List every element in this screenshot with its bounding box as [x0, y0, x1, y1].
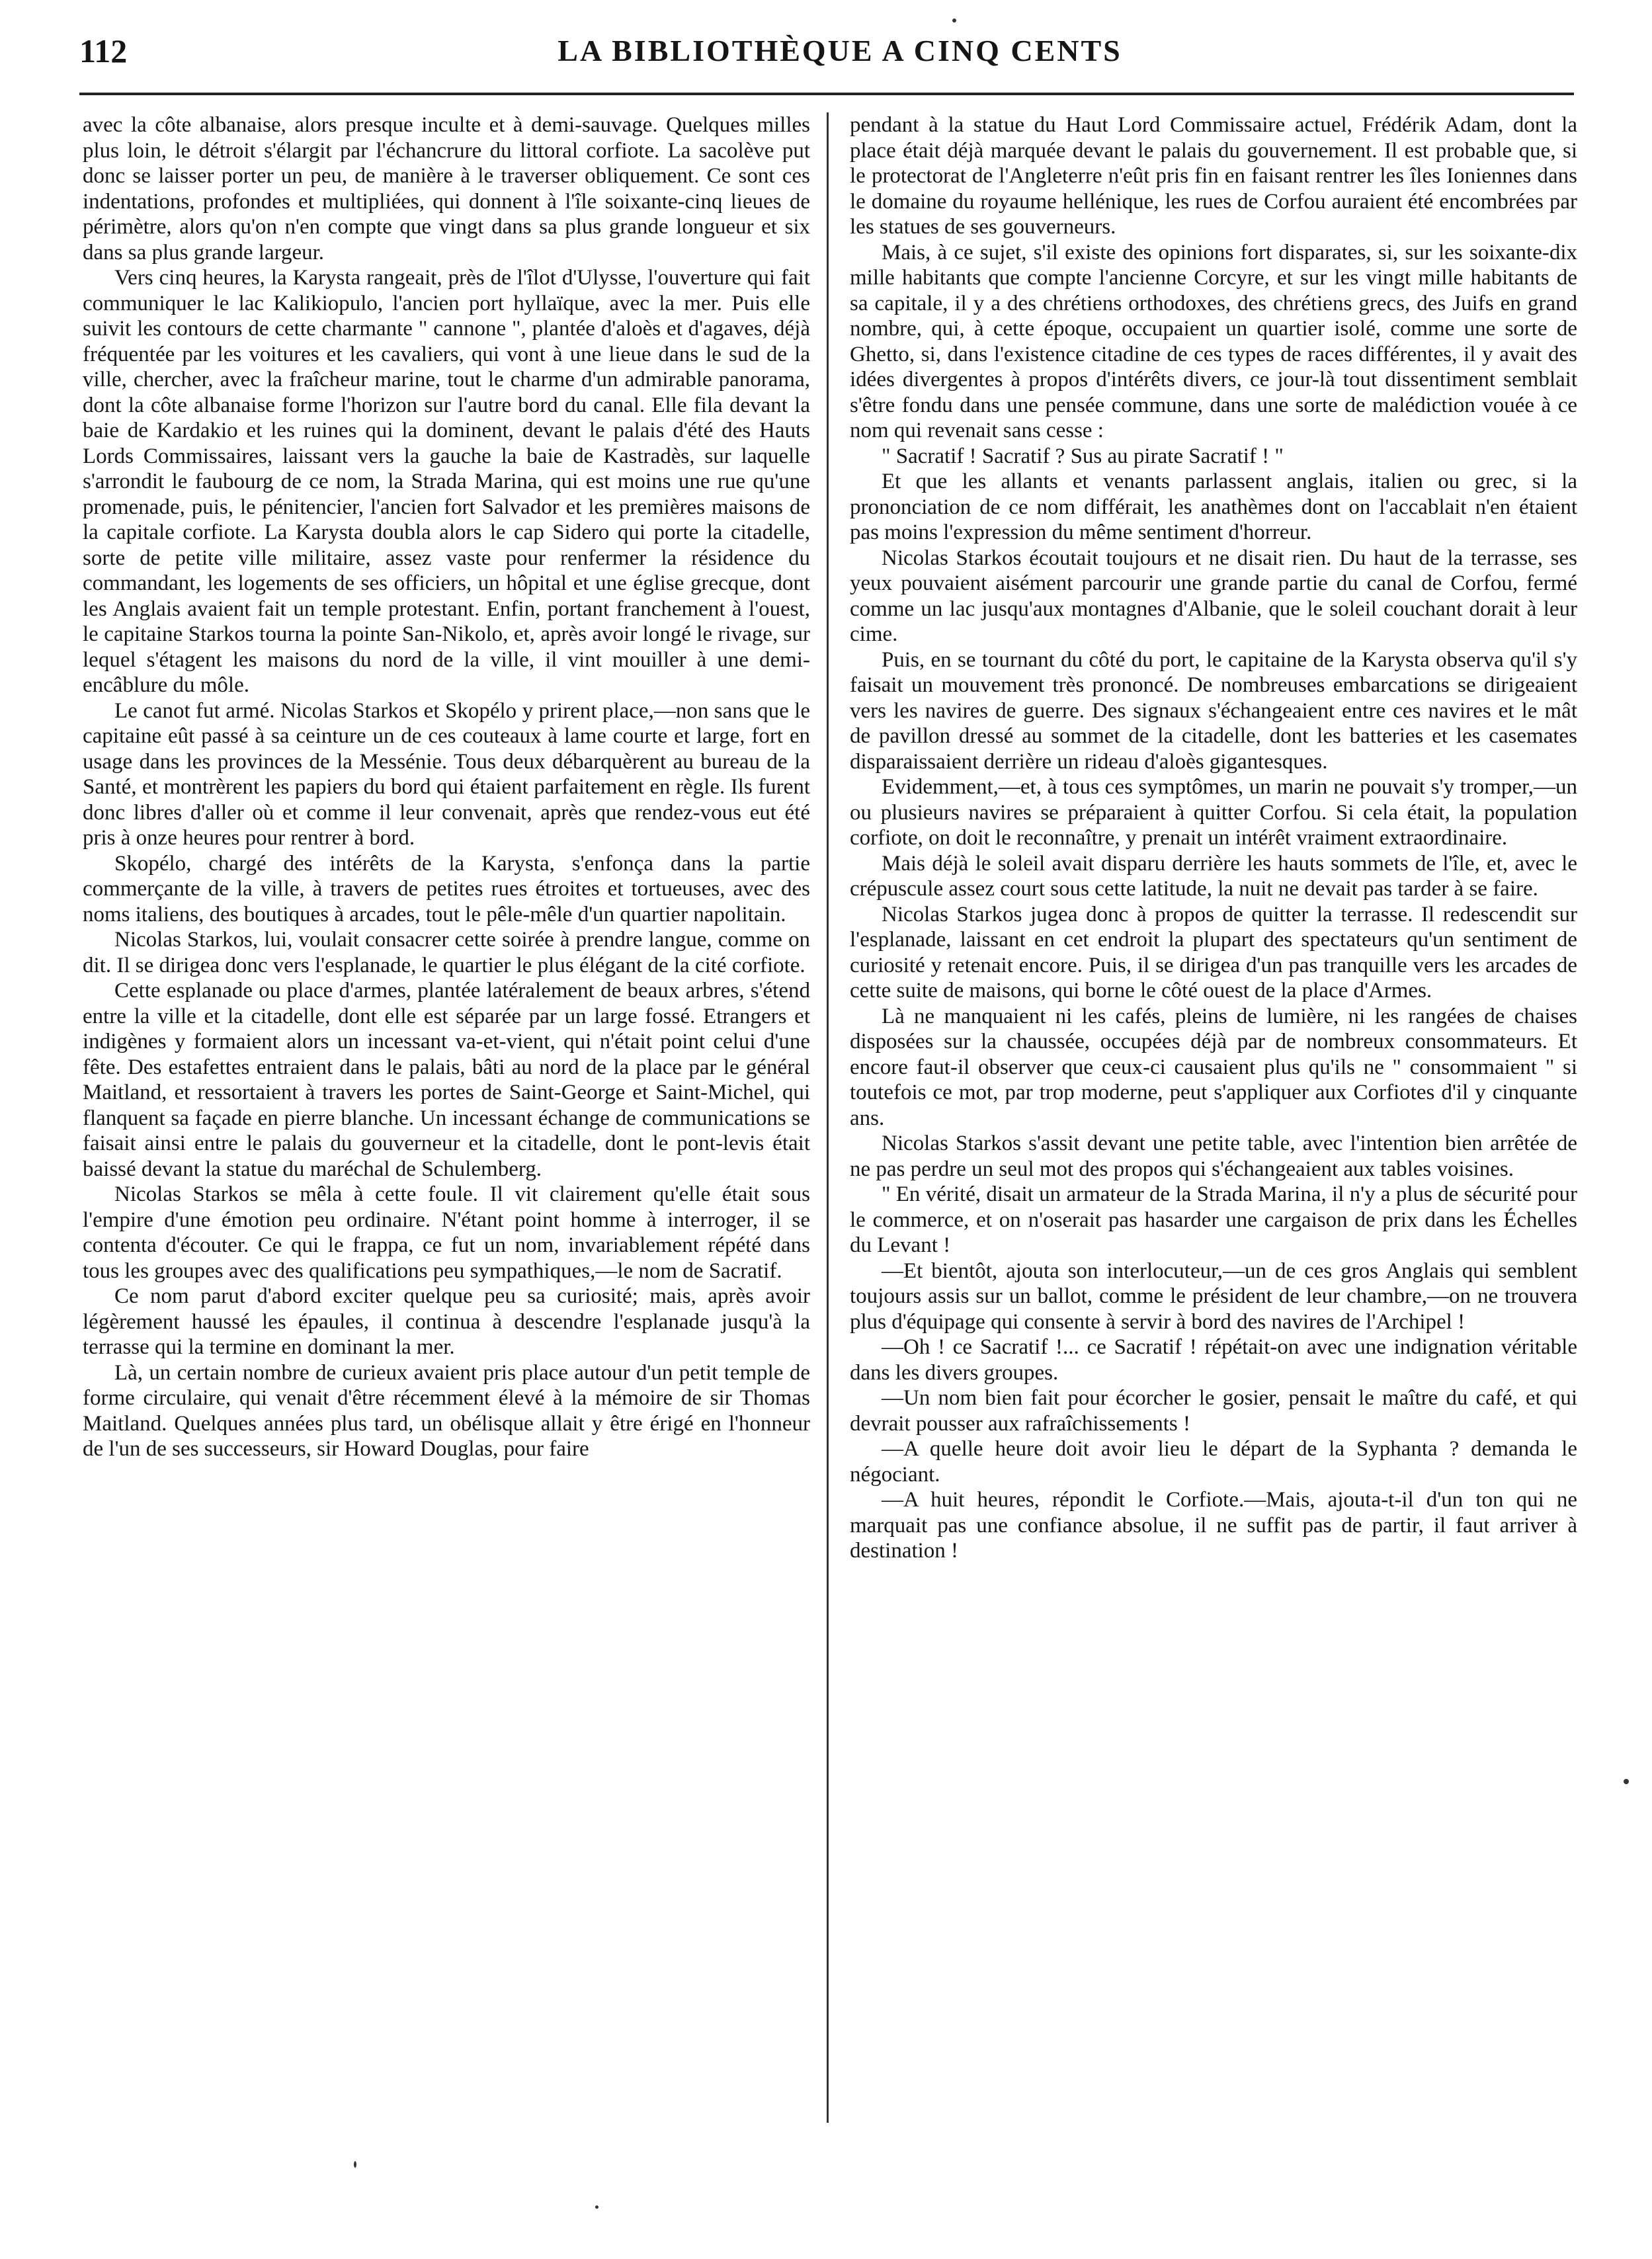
paragraph: Nicolas Starkos écoutait toujours et ne disait rien. Du haut de la terrasse, ses yeux pouvaient aisément parcourir une grande partie du canal de Corfou, fermé comme un lac jusqu'aux montagnes d'Albanie, que le soleil couchant dorait à leur cime.	[850, 546, 1577, 646]
left-column	[83, 112, 810, 2123]
paragraph: Cette esplanade ou place d'armes, plantée latéralement de beaux arbres, s'étend entre la ville et la citadelle, dont elle est séparée par un large fossé. Etrangers et indigènes y formaient alors un incessant va-et-vient, qui n'était point celui d'une fête. Des estafettes entraient dans le palais, bâti au nord de la place par le général Maitland, et ressortaient à travers les portes de Saint-George et Saint-Michel, qui flanquent sa façade en pierre blanche. Un incessant échange de communications se faisait ainsi entre le palais du gouverneur et la citadelle, dont le pont-levis était baissé devant la statue du maréchal de Schulemberg.	[83, 979, 810, 1181]
paragraph: pendant à la statue du Haut Lord Commissaire actuel, Frédérik Adam, dont la place était déjà marquée devant le palais du gouvernement. Il est probable que, si le protectorat de l'Angleterre n'eût pris fin en faisant rentrer les îles Ioniennes dans le domaine du royaume hellénique, les rues de Corfou auraient été encombrées par les statues de ses gouverneurs.	[850, 113, 1577, 239]
scan-speck	[354, 2161, 356, 2168]
page-header	[79, 26, 1574, 93]
paragraph: Le canot fut armé. Nicolas Starkos et Skopélo y prirent place,—non sans que le capitaine eût passé à sa ceinture un de ces couteaux à lame courte et large, fort en usage dans les provinces de la Messénie. Tous deux débarquèrent au bureau de la Santé, et montrèrent les papiers du bord qui étaient parfaitement en règle. Ils furent donc libres d'aller où et comme il leur convenait, après que rendez-vous eut été pris à onze heures pour rentrer à bord.	[83, 698, 810, 850]
paragraph: Mais, à ce sujet, s'il existe des opinions fort disparates, si, sur les soixante-dix mille habitants que compte l'ancienne Corcyre, et sur les vingt mille habitants de sa capitale, il y a des chrétiens orthodoxes, des chrétiens grecs, des Juifs en grand nombre, qui, à cette époque, occupaient un quartier isolé, comme une sorte de Ghetto, si, dans l'existence citadine de ces types de races différentes, il y avait des idées divergentes à propos d'intérêts divers, ce jour-là tout dissentiment semblait s'être fondu dans une pensée commune, dans une sorte de malédiction vouée à ce nom qui revenait sans cesse :	[850, 240, 1577, 442]
paragraph: Et que les allants et venants parlassent anglais, italien ou grec, si la prononciation de ce nom différait, les anathèmes dont on l'accablait n'en étaient pas moins l'expression du même sentiment d'horreur.	[850, 470, 1577, 544]
paragraph: " En vérité, disait un armateur de la Strada Marina, il n'y a plus de sécurité pour le commerce, et on n'oserait pas hasarder une cargaison de prix dans les Échelles du Levant !	[850, 1182, 1577, 1257]
column-divider	[827, 112, 829, 2123]
scan-speck	[1624, 1779, 1629, 1784]
paragraph: Evidemment,—et, à tous ces symptômes, un marin ne pouvait s'y tromper,—un ou plusieurs navires se préparaient à quitter Corfou. Si cela était, la population corfiote, on doit le reconnaître, y prenait un intérêt vraiment extraordinaire.	[850, 775, 1577, 850]
header-rule	[79, 93, 1574, 95]
paragraph: —A huit heures, répondit le Corfiote.—Mais, ajouta-t-il d'un ton qui ne marquait pas une confiance absolue, il ne suffit pas de partir, il faut arriver à destination !	[850, 1488, 1577, 1563]
paragraph: Nicolas Starkos jugea donc à propos de quitter la terrasse. Il redescendit sur l'esplanade, laissant en cet endroit la plupart des spectateurs qu'un sentiment de curiosité y retenait encore. Puis, il se dirigea d'un pas tranquille vers les arcades de cette suite de maisons, qui borne le côté ouest de la place d'Armes.	[850, 902, 1577, 1003]
paragraph: —Et bientôt, ajouta son interlocuteur,—un de ces gros Anglais qui semblent toujours assis sur un ballot, comme le président de leur chambre,—on ne trouvera plus d'équipage qui consente à servir à bord des navires de l'Archipel !	[850, 1258, 1577, 1334]
paragraph: —A quelle heure doit avoir lieu le départ de la Syphanta ? demanda le négociant.	[850, 1437, 1577, 1487]
paragraph: Ce nom parut d'abord exciter quelque peu sa curiosité; mais, après avoir légèrement haussé les épaules, il continua à descendre l'esplanade jusqu'à la terrasse qui la termine en dominant la mer.	[83, 1284, 810, 1359]
scan-speck	[952, 19, 956, 22]
right-column	[850, 112, 1577, 2123]
paragraph: Là ne manquaient ni les cafés, pleins de lumière, ni les rangées de chaises disposées sur la chaussée, occupées déjà par de nombreux consommateurs. Et encore faut-il observer que ceux-ci causaient plus qu'ils ne " consommaient " si toutefois ce mot, par trop moderne, peut s'appliquer aux Corfiotes d'il y cinquante ans.	[850, 1004, 1577, 1130]
paragraph: —Oh ! ce Sacratif !... ce Sacratif ! répétait-on avec une indignation véritable dans les divers groupes.	[850, 1335, 1577, 1385]
page-number: 112	[79, 32, 128, 69]
paragraph: Mais déjà le soleil avait disparu derrière les hauts sommets de l'île, et, avec le crépuscule assez court sous cette latitude, la nuit ne devait pas tarder à se faire.	[850, 851, 1577, 901]
scan-speck	[595, 2205, 599, 2209]
paragraph: avec la côte albanaise, alors presque inculte et à demi-sauvage. Quelques milles plus loin, le détroit s'élargit par l'échancrure du littoral corfiote. La sacolève put donc se laisser porter un peu, de manière à le traverser obliquement. Ce sont ces indentations, profondes et multipliées, qui donnent à l'île soixante-cinq lieues de périmètre, alors qu'on n'en compte que vingt dans sa plus grande longueur et six dans sa plus grande largeur.	[83, 113, 810, 265]
paragraph: Vers cinq heures, la Karysta rangeait, près de l'îlot d'Ulysse, l'ouverture qui fait communiquer le lac Kalikiopulo, l'ancien port hyllaïque, avec la mer. Puis elle suivit les contours de cette charmante " cannone ", plantée d'aloès et d'agaves, déjà fréquentée par les voitures et les cavaliers, qui vont à une lieue dans le sud de la ville, chercher, avec la fraîcheur marine, tout le charme d'un admirable panorama, dont la côte albanaise forme l'horizon sur l'autre bord du canal. Elle fila devant la baie de Kardakio et les ruines qui la dominent, devant le palais d'été des Hauts Lords Commissaires, laissant vers la gauche la baie de Kastradès, sur laquelle s'arrondit le faubourg de ce nom, la Strada Marina, qui est moins une rue qu'une promenade, puis, le pénitencier, l'ancien fort Salvador et les premières maisons de la capitale corfiote. La Karysta doubla alors le cap Sidero qui porte la citadelle, sorte de petite ville militaire, assez vaste pour renfermer la résidence du commandant, les logements de ses officiers, un hôpital et une église grecque, dont les Anglais avaient fait un temple protestant. Enfin, portant franchement à l'ouest, le capitaine Starkos tourna la pointe San-Nikolo, et, après avoir longé le rivage, sur lequel s'étagent les maisons du nord de la ville, il vint mouiller à une demi-encâblure du môle.	[83, 266, 810, 697]
paragraph: Nicolas Starkos se mêla à cette foule. Il vit clairement qu'elle était sous l'empire d'une émotion peu ordinaire. N'étant point homme à interroger, il se contenta d'écouter. Ce qui le frappa, ce fut un nom, invariablement répété dans tous les groupes avec des qualifications peu sympathiques,—le nom de Sacratif.	[83, 1182, 810, 1283]
paragraph: —Un nom bien fait pour écorcher le gosier, pensait le maître du café, et qui devrait pousser aux rafraîchissements !	[850, 1386, 1577, 1436]
paragraph: Skopélo, chargé des intérêts de la Karysta, s'enfonça dans la partie commerçante de la ville, à travers de petites rues étroites et tortueuses, avec des noms italiens, des boutiques à arcades, tout le pêle-mêle d'un quartier napolitain.	[83, 851, 810, 926]
paragraph: Puis, en se tournant du côté du port, le capitaine de la Karysta observa qu'il s'y faisait un mouvement très prononcé. De nombreuses embarcations se dirigeaient vers les navires de guerre. Des signaux s'échangeaient entre ces navires et le mât de pavillon dressé au sommet de la citadelle, dont les batteries et les casemates disparaissaient derrière un rideau d'aloès gigantesques.	[850, 647, 1577, 774]
paragraph: Nicolas Starkos s'assit devant une petite table, avec l'intention bien arrêtée de ne pas perdre un seul mot des propos qui s'échangeaient aux tables voisines.	[850, 1131, 1577, 1181]
paragraph: Là, un certain nombre de curieux avaient pris place autour d'un petit temple de forme circulaire, qui venait d'être récemment élevé à la mémoire de sir Thomas Maitland. Quelques années plus tard, un obélisque allait y être érigé en l'honneur de l'un de ses successeurs, sir Howard Douglas, pour faire	[83, 1360, 810, 1461]
running-title: LA BIBLIOTHÈQUE A CINQ CENTS	[558, 34, 1122, 67]
paragraph: Nicolas Starkos, lui, voulait consacrer cette soirée à prendre langue, comme on dit. Il se dirigea donc vers l'esplanade, le quartier le plus élégant de la cité corfiote.	[83, 928, 810, 977]
paragraph: " Sacratif ! Sacratif ? Sus au pirate Sacratif ! "	[882, 444, 1284, 468]
